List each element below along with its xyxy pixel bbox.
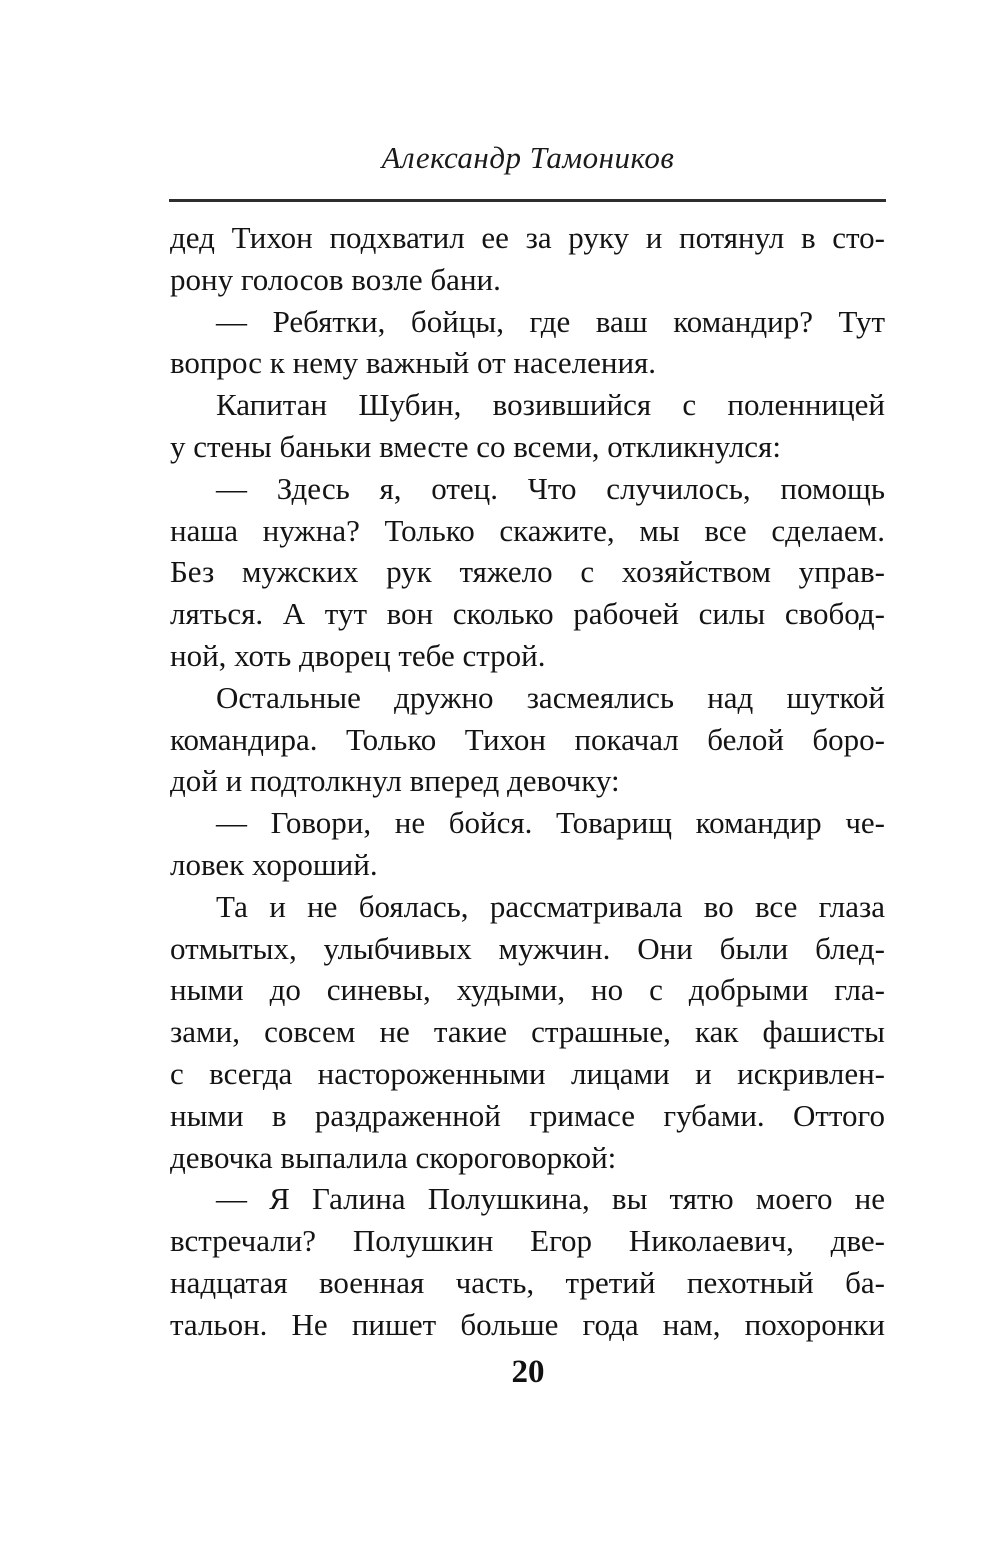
text-line: — Я Галина Полушкина, вы тятю моего не — [216, 1181, 885, 1217]
text-line: встречали? Полушкин Егор Николаевич, две- — [170, 1223, 885, 1259]
text-line: ловек хороший. — [170, 846, 378, 882]
header-rule — [169, 199, 886, 202]
text-line: ляться. А тут вон сколько рабочей силы свобод- — [170, 596, 885, 632]
text-line: тальон. Не пишет больше года нам, похоронки — [170, 1306, 885, 1342]
paragraph — [170, 1178, 885, 1345]
text-line: у стены баньки вместе со всеми, откликнулся: — [170, 428, 781, 464]
text-line: ной, хоть дворец тебе строй. — [170, 637, 546, 673]
page-number: 20 — [511, 1354, 545, 1390]
paragraph — [170, 886, 885, 1179]
text-line: командира. Только Тихон покачал белой боро- — [170, 721, 885, 757]
text-line: наша нужна? Только скажите, мы все сделаем. — [170, 512, 885, 548]
text-line: — Здесь я, отец. Что случилось, помощь — [216, 470, 885, 506]
text-line: Без мужских рук тяжело с хозяйством управ- — [170, 554, 885, 590]
paragraph — [170, 802, 885, 886]
text-line: — Ребятки, бойцы, где ваш командир? Тут — [216, 303, 885, 339]
text-line: надцатая военная часть, третий пехотный ба- — [170, 1264, 885, 1300]
paragraph — [170, 301, 885, 385]
text-line: ными до синевы, худыми, но с добрыми гла- — [170, 972, 885, 1008]
text-line: Та и не боялась, рассматривала во все глаза — [216, 888, 885, 924]
text-line: дед Тихон подхватил ее за руку и потянул в сто- — [170, 220, 885, 255]
text-line: ными в раздраженной гримасе губами. Оттого — [170, 1097, 885, 1133]
text-line: — Говори, не бойся. Товарищ командир че- — [216, 805, 885, 841]
text-line: отмытых, улыбчивых мужчин. Они были блед- — [170, 930, 885, 966]
text-line: Капитан Шубин, возившийся с поленницей — [216, 387, 885, 423]
text-line: девочка выпалила скороговоркой: — [170, 1139, 617, 1175]
body-text — [170, 217, 885, 1346]
text-line: с всегда настороженными лицами и искривлен- — [170, 1055, 885, 1091]
paragraph — [170, 217, 885, 301]
text-line: рону голосов возле бани. — [170, 261, 501, 297]
paragraph — [170, 677, 885, 802]
text-line: дой и подтолкнул вперед девочку: — [170, 763, 620, 799]
paragraph — [170, 468, 885, 677]
text-line: вопрос к нему важный от населения. — [170, 345, 657, 381]
text-line: Остальные дружно засмеялись над шуткой — [216, 679, 885, 715]
text-line: зами, совсем не такие страшные, как фашисты — [170, 1014, 885, 1050]
running-head-author: Александр Тамоников — [381, 140, 675, 175]
paragraph — [170, 384, 885, 468]
